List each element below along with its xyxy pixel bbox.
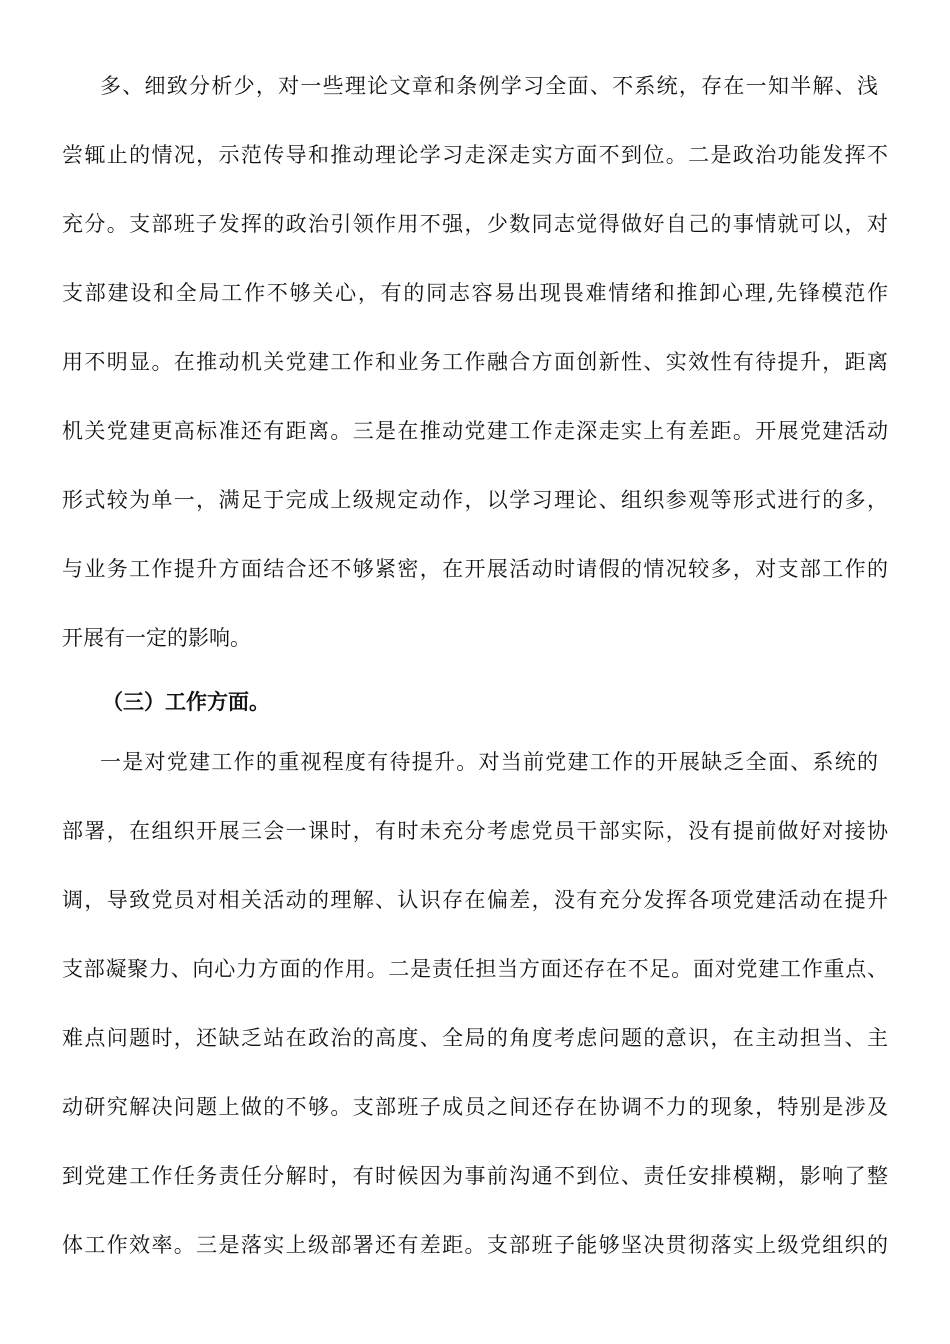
text-line: 尝辄止的情况，示范传导和推动理论学习走深走实方面不到位。二是政治功能发挥不 (62, 143, 888, 167)
text-line: 调，导致党员对相关活动的理解、认识存在偏差，没有充分发挥各项党建活动在提升 (62, 888, 888, 912)
text-line: 到党建工作任务责任分解时，有时候因为事前沟通不到位、责任安排模糊，影响了整 (62, 1164, 888, 1188)
text-line: 与业务工作提升方面结合还不够紧密，在开展活动时请假的情况较多，对支部工作的 (62, 557, 888, 581)
text-line: 动研究解决问题上做的不够。支部班子成员之间还存在协调不力的现象，特别是涉及 (62, 1095, 888, 1119)
text-line: 一是对党建工作的重视程度有待提升。对当前党建工作的开展缺乏全面、系统的 (100, 750, 878, 774)
section-heading: （三）工作方面。 (102, 689, 270, 714)
text-line: 开展有一定的影响。 (62, 626, 251, 650)
text-line: 支部建设和全局工作不够关心，有的同志容易出现畏难情绪和推卸心理,先锋模范作 (62, 281, 888, 305)
text-line: 部署，在组织开展三会一课时，有时未充分考虑党员干部实际，没有提前做好对接协 (62, 819, 888, 843)
text-line: 体工作效率。三是落实上级部署还有差距。支部班子能够坚决贯彻落实上级党组织的 (62, 1233, 888, 1257)
text-line: 形式较为单一，满足于完成上级规定动作，以学习理论、组织参观等形式进行的多， (62, 488, 888, 512)
text-line: 充分。支部班子发挥的政治引领作用不强，少数同志觉得做好自己的事情就可以，对 (62, 212, 888, 236)
text-line: 多、细致分析少，对一些理论文章和条例学习全面、不系统，存在一知半解、浅 (100, 74, 878, 98)
text-line: 机关党建更高标准还有距离。三是在推动党建工作走深走实上有差距。开展党建活动 (62, 419, 888, 443)
text-line: 支部凝聚力、向心力方面的作用。二是责任担当方面还存在不足。面对党建工作重点、 (62, 957, 888, 981)
text-line: 难点问题时，还缺乏站在政治的高度、全局的角度考虑问题的意识，在主动担当、主 (62, 1026, 888, 1050)
text-line: 用不明显。在推动机关党建工作和业务工作融合方面创新性、实效性有待提升，距离 (62, 350, 888, 374)
